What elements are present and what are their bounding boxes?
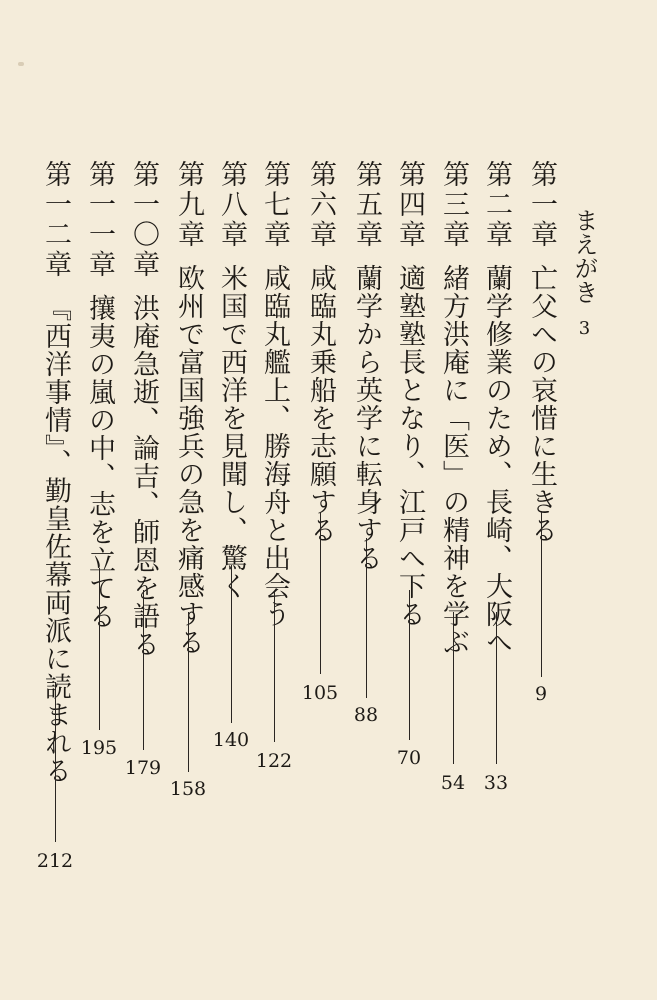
chapter-title: 緒方洪庵に「医」の精神を学ぶ: [438, 264, 469, 656]
preface-label: まえがき: [570, 208, 598, 304]
chapter-title: 蘭学から英学に転身する: [351, 264, 382, 572]
toc-entry-ch1[interactable]: [524, 160, 558, 544]
toc-entry-ch11[interactable]: [82, 160, 116, 630]
chapter-title: 『西洋事情』、勤皇佐幕両派に読まれる: [40, 294, 71, 785]
chapter-title: 洪庵急逝、論吉、師恩を語る: [128, 294, 159, 658]
chapter-page: 54: [440, 772, 466, 794]
toc-entry-ch8[interactable]: [214, 160, 248, 600]
chapter-page: 9: [534, 683, 548, 705]
chapter-page: 88: [353, 704, 379, 726]
chapter-title: 攘夷の嵐の中、志を立てる: [84, 294, 115, 630]
chapter-title: 蘭学修業のため、長崎、大阪へ: [481, 264, 512, 656]
chapter-title: 米国で西洋を見聞し、驚く: [216, 264, 247, 600]
chapter-label: 第一一章: [84, 160, 115, 280]
chapter-title: 亡父への哀惜に生きる: [526, 264, 557, 544]
chapter-label: 第一二章: [40, 160, 71, 280]
leader-line: [188, 612, 189, 772]
chapter-page: 158: [169, 778, 207, 800]
toc-entry-ch7[interactable]: [257, 160, 291, 628]
toc-entry-ch9[interactable]: [171, 160, 205, 656]
chapter-page: 33: [483, 772, 509, 794]
toc-entry-ch3[interactable]: [436, 160, 470, 656]
leader-line: [231, 565, 232, 723]
toc-entry-ch2[interactable]: [479, 160, 513, 656]
toc-preface[interactable]: [569, 208, 599, 339]
chapter-page: 195: [80, 737, 118, 759]
toc-entry-ch4[interactable]: [392, 160, 426, 628]
leader-line: [320, 512, 321, 674]
chapter-page: 212: [36, 850, 74, 872]
chapter-title: 適塾塾長となり、江戸へ下る: [394, 264, 425, 628]
leader-line: [143, 590, 144, 750]
chapter-title: 咸臨丸乗船を志願する: [305, 264, 336, 544]
chapter-label: 第一〇章: [128, 160, 159, 280]
chapter-label: 第三章: [438, 160, 469, 250]
leader-line: [496, 612, 497, 764]
chapter-label: 第七章: [259, 160, 290, 250]
toc-entry-ch5[interactable]: [349, 160, 383, 572]
chapter-page: 122: [255, 750, 293, 772]
chapter-page: 140: [212, 729, 250, 751]
leader-line: [274, 592, 275, 742]
chapter-page: 105: [301, 682, 339, 704]
preface-page: 3: [574, 318, 595, 339]
leader-line: [99, 568, 100, 730]
chapter-label: 第四章: [394, 160, 425, 250]
toc-entry-ch6[interactable]: [303, 160, 337, 544]
chapter-page: 70: [396, 747, 422, 769]
chapter-label: 第六章: [305, 160, 336, 250]
chapter-title: 咸臨丸艦上、勝海舟と出会う: [259, 264, 290, 628]
chapter-page: 179: [124, 757, 162, 779]
chapter-label: 第二章: [481, 160, 512, 250]
chapter-title: 欧州で富国強兵の急を痛感する: [173, 264, 204, 656]
chapter-label: 第九章: [173, 160, 204, 250]
chapter-label: 第一章: [526, 160, 557, 250]
paper-speck: [18, 62, 24, 66]
leader-line: [55, 682, 56, 842]
leader-line: [453, 612, 454, 764]
leader-line: [366, 538, 367, 698]
leader-line: [541, 512, 542, 677]
chapter-label: 第八章: [216, 160, 247, 250]
leader-line: [409, 590, 410, 740]
toc-entry-ch10[interactable]: [126, 160, 160, 658]
chapter-label: 第五章: [351, 160, 382, 250]
